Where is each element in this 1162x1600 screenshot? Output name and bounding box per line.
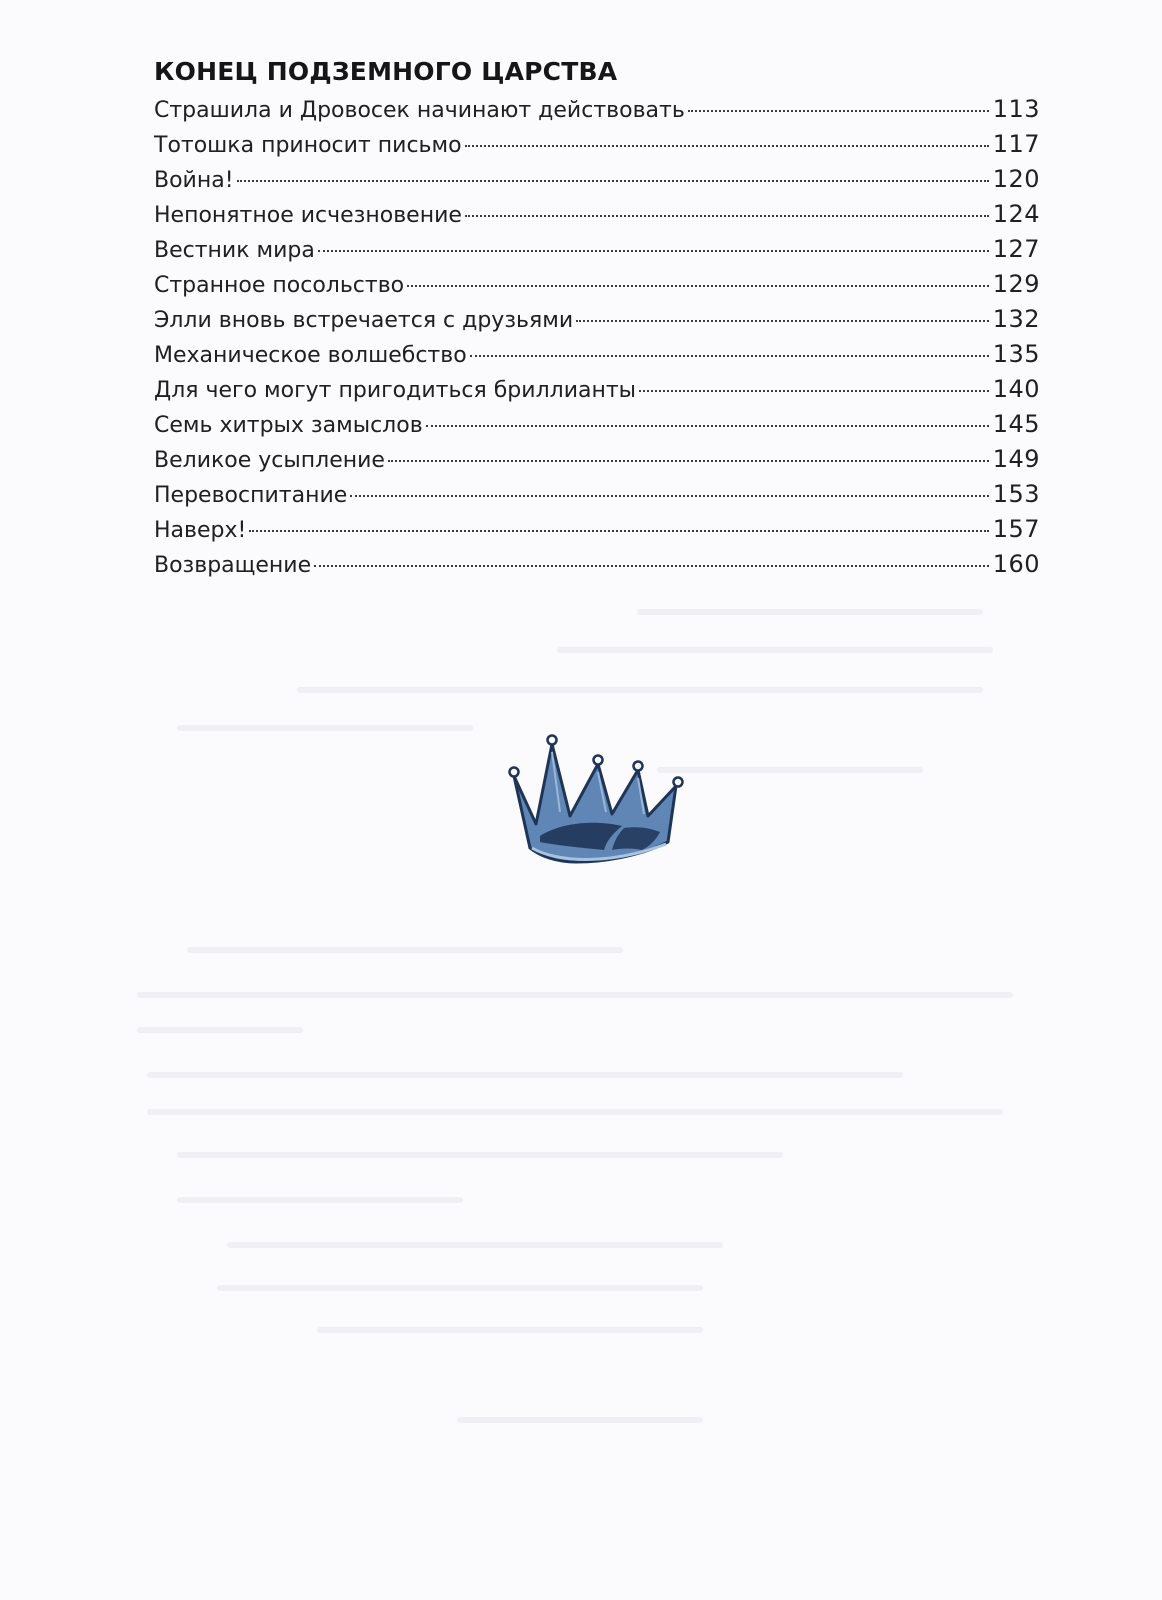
toc-entry[interactable] <box>154 267 1040 302</box>
toc-entry[interactable] <box>154 232 1040 267</box>
dot-leader <box>576 320 989 322</box>
toc-entry[interactable] <box>154 197 1040 232</box>
toc-entry-title: Элли вновь встречается с друзьями <box>154 308 574 333</box>
toc-entry[interactable] <box>154 512 1040 547</box>
toc-entries <box>154 92 1040 582</box>
dot-leader <box>237 180 989 182</box>
dot-leader <box>465 145 989 147</box>
dot-leader <box>688 110 989 112</box>
toc-entry-page: 113 <box>992 95 1040 123</box>
dot-leader <box>407 285 989 287</box>
dot-leader <box>465 215 989 217</box>
toc-entry[interactable] <box>154 442 1040 477</box>
dot-leader <box>350 495 989 497</box>
dot-leader <box>314 565 989 567</box>
toc-entry-title: Для чего могут пригодиться бриллианты <box>154 378 637 403</box>
toc-entry-title: Семь хитрых замыслов <box>154 413 423 438</box>
table-of-contents <box>154 52 1040 582</box>
toc-entry-page: 120 <box>992 165 1040 193</box>
toc-entry-page: 129 <box>992 270 1040 298</box>
toc-entry[interactable] <box>154 337 1040 372</box>
toc-entry-page: 132 <box>992 305 1040 333</box>
toc-entry-title: Механическое волшебство <box>154 343 467 368</box>
toc-entry[interactable] <box>154 302 1040 337</box>
toc-entry-page: 145 <box>992 410 1040 438</box>
toc-entry-page: 153 <box>992 480 1040 508</box>
toc-entry-title: Война! <box>154 168 234 193</box>
toc-entry-page: 149 <box>992 445 1040 473</box>
section-title: КОНЕЦ ПОДЗЕМНОГО ЦАРСТВА <box>154 57 618 86</box>
toc-entry-page: 117 <box>992 130 1040 158</box>
toc-entry[interactable] <box>154 92 1040 127</box>
dot-leader <box>470 355 989 357</box>
toc-entry-title: Странное посольство <box>154 273 405 298</box>
toc-entry-title: Тотошка приносит письмо <box>154 133 462 158</box>
dot-leader <box>318 250 989 252</box>
toc-entry-title: Великое усыпление <box>154 448 385 473</box>
toc-entry-page: 157 <box>992 515 1040 543</box>
toc-entry[interactable] <box>154 547 1040 582</box>
toc-entry-page: 135 <box>992 340 1040 368</box>
toc-entry-title: Страшила и Дровосек начинают действовать <box>154 98 685 123</box>
toc-entry-title: Наверх! <box>154 518 247 543</box>
dot-leader <box>639 390 989 392</box>
toc-entry-title: Вестник мира <box>154 238 315 263</box>
toc-entry-page: 124 <box>992 200 1040 228</box>
toc-entry-title: Непонятное исчезновение <box>154 203 462 228</box>
toc-entry-page: 160 <box>992 550 1040 578</box>
toc-entry-page: 127 <box>992 235 1040 263</box>
toc-entry[interactable] <box>154 407 1040 442</box>
dot-leader <box>388 460 989 462</box>
crown-icon <box>500 716 700 876</box>
toc-entry[interactable] <box>154 162 1040 197</box>
toc-entry[interactable] <box>154 372 1040 407</box>
dot-leader <box>426 425 989 427</box>
toc-entry-page: 140 <box>992 375 1040 403</box>
toc-entry-title: Перевоспитание <box>154 483 348 508</box>
toc-entry-title: Возвращение <box>154 553 312 578</box>
toc-entry[interactable] <box>154 127 1040 162</box>
toc-entry[interactable] <box>154 477 1040 512</box>
dot-leader <box>249 530 989 532</box>
